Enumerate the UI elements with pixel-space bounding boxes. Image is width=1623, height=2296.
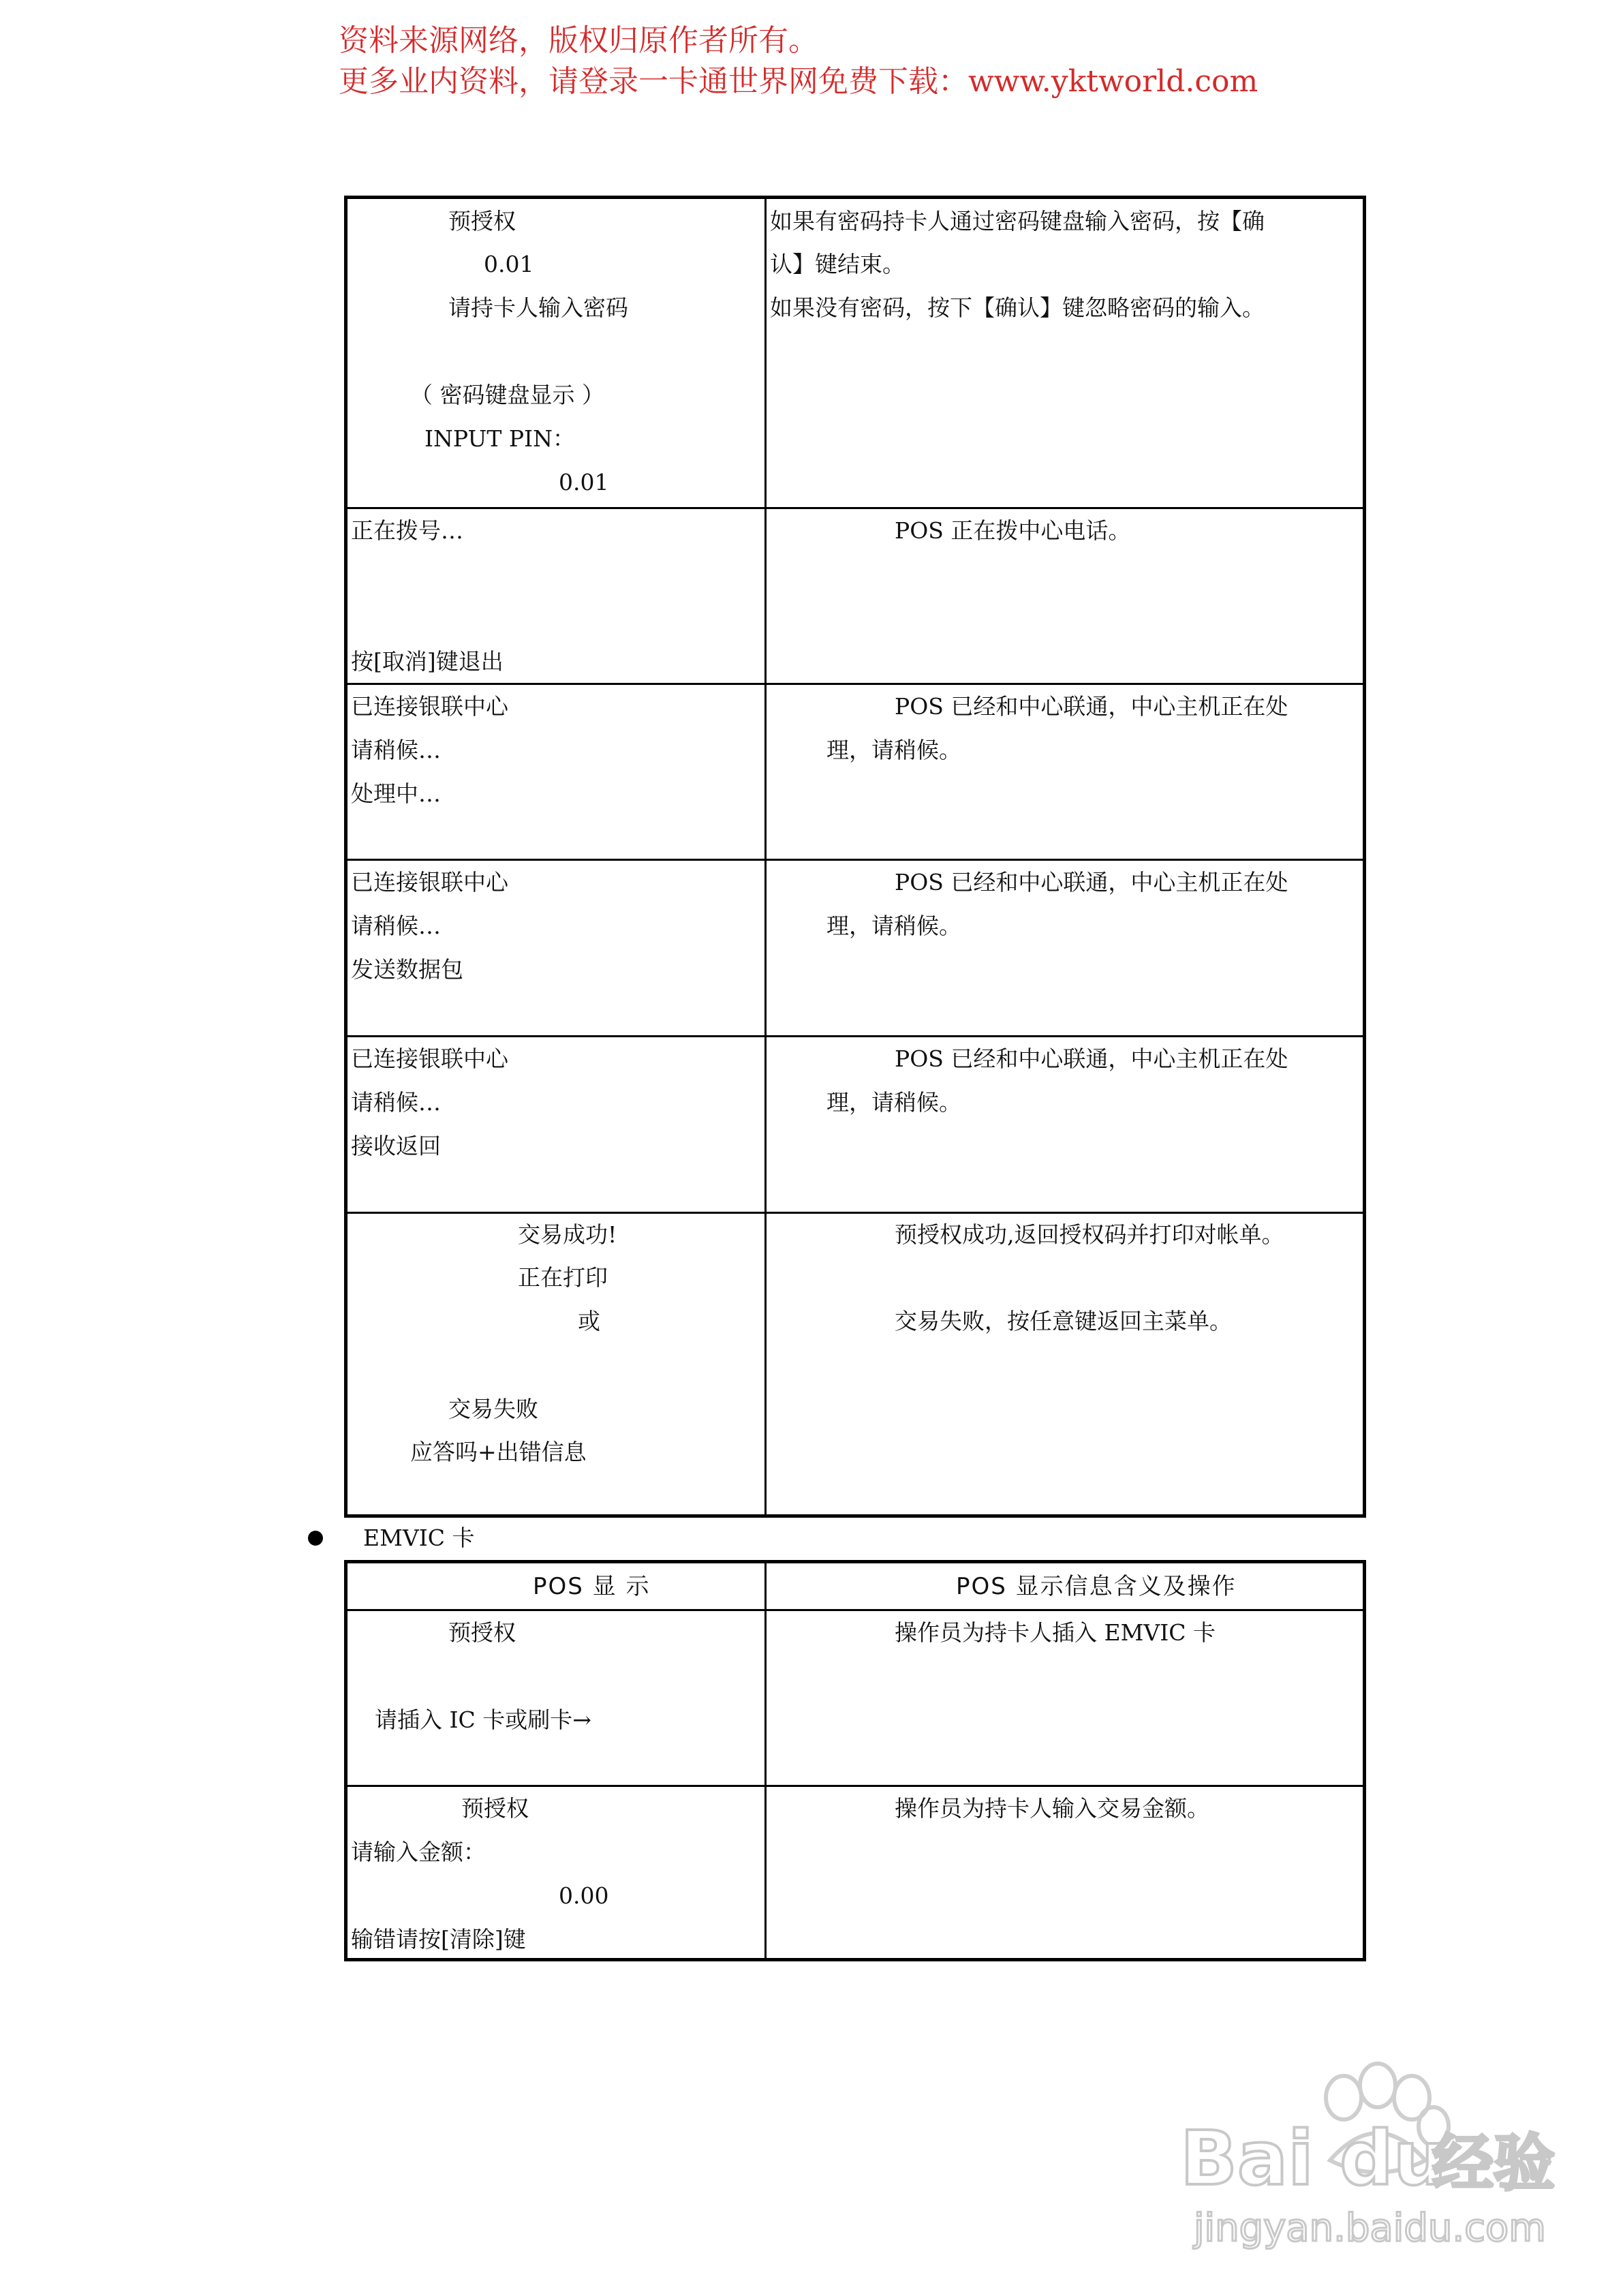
cell-text: 预授权: [461, 1795, 529, 1822]
table-row: [347, 685, 1363, 861]
cell-text: INPUT PIN：: [424, 425, 575, 452]
cell-text: 已连接银联中心: [351, 1045, 508, 1072]
cell-text: 请稍候…: [351, 737, 441, 763]
cell-text: POS 已经和中心联通，中心主机正在处: [895, 1045, 1288, 1072]
cell-text: 应答吗+出错信息: [410, 1439, 587, 1465]
cell-text: 认】键结束。: [770, 251, 905, 277]
cell-text: 交易失败，按任意键返回主菜单。: [895, 1308, 1232, 1334]
cell-text: 预授权: [448, 1619, 516, 1646]
cell-text: 已连接银联中心: [351, 693, 508, 720]
cell-text: 正在拨号…: [351, 517, 463, 544]
cell-text: 操作员为持卡人插入 EMVIC 卡: [895, 1619, 1216, 1646]
watermark-brand: Bai du: [1180, 2115, 1447, 2202]
table-row: [347, 1037, 1363, 1214]
cell-text: 请持卡人输入密码: [448, 294, 628, 321]
cell-text: 理，请稍候。: [826, 1089, 961, 1116]
table-row: [347, 1611, 1363, 1787]
cell-text: 操作员为持卡人输入交易金额。: [895, 1795, 1209, 1822]
table-row: [347, 199, 1363, 509]
cell-text: 正在打印: [518, 1264, 608, 1291]
cell-text: POS 已经和中心联通，中心主机正在处: [895, 693, 1288, 720]
cell-text: 发送数据包: [351, 956, 463, 983]
cell-text: 请稍候…: [351, 1089, 441, 1116]
cell-text: （ 密码键盘显示 ）: [410, 382, 604, 408]
cell-text: 输错请按[清除]键: [351, 1926, 526, 1953]
header-line-2: 更多业内资料，请登录一卡通世界网免费下载：www.yktworld.com: [339, 64, 1258, 99]
section-label: EMVIC 卡: [363, 1525, 475, 1551]
pos-display-table-2: [344, 1560, 1366, 1961]
table-header-row: [347, 1563, 1363, 1611]
column-header: POS 显 示: [533, 1573, 651, 1600]
cell-text: 已连接银联中心: [351, 869, 508, 896]
cell-text: 请插入 IC 卡或刷卡→: [375, 1706, 591, 1733]
cell-text: 接收返回: [351, 1133, 441, 1159]
cell-text: 交易成功!: [518, 1221, 617, 1248]
baidu-jingyan-watermark: [1173, 2058, 1582, 2263]
header-line-1: 资料来源网络，版权归原作者所有。: [339, 23, 818, 58]
column-header: POS 显示信息含义及操作: [956, 1573, 1237, 1600]
cell-text: 请输入金额：: [351, 1839, 486, 1865]
table-row: [347, 861, 1363, 1037]
cell-text: 0.01: [559, 469, 609, 495]
cell-text: 0.00: [559, 1882, 609, 1909]
cell-text: 交易失败: [448, 1396, 538, 1422]
cell-text: 预授权成功,返回授权码并打印对帐单。: [895, 1221, 1284, 1248]
watermark-brand-cn: 经验: [1432, 2128, 1555, 2199]
cell-text: POS 已经和中心联通，中心主机正在处: [895, 869, 1288, 896]
cell-text: 处理中…: [351, 780, 441, 807]
cell-text: 0.01: [484, 251, 534, 277]
cell-text: 理，请稍候。: [826, 737, 961, 763]
pos-display-table-1: [344, 196, 1366, 1518]
cell-text: 请稍候…: [351, 913, 441, 939]
watermark-url: jingyan.baidu.com: [1194, 2206, 1546, 2250]
cell-text: 理，请稍候。: [826, 913, 961, 939]
table-row: [347, 1214, 1363, 1518]
cell-text: 预授权: [448, 208, 516, 234]
cell-text: 如果没有密码，按下【确认】键忽略密码的输入。: [770, 294, 1265, 321]
cell-text: 按[取消]键退出: [351, 648, 504, 675]
page-header: [339, 20, 1258, 102]
cell-text: 或: [578, 1308, 600, 1334]
cell-text: POS 正在拨中心电话。: [895, 517, 1131, 544]
table-row: [347, 509, 1363, 685]
cell-text: 如果有密码持卡人通过密码键盘输入密码，按【确: [770, 208, 1265, 234]
bullet-icon: [308, 1531, 323, 1546]
table-row: [347, 1787, 1363, 1961]
